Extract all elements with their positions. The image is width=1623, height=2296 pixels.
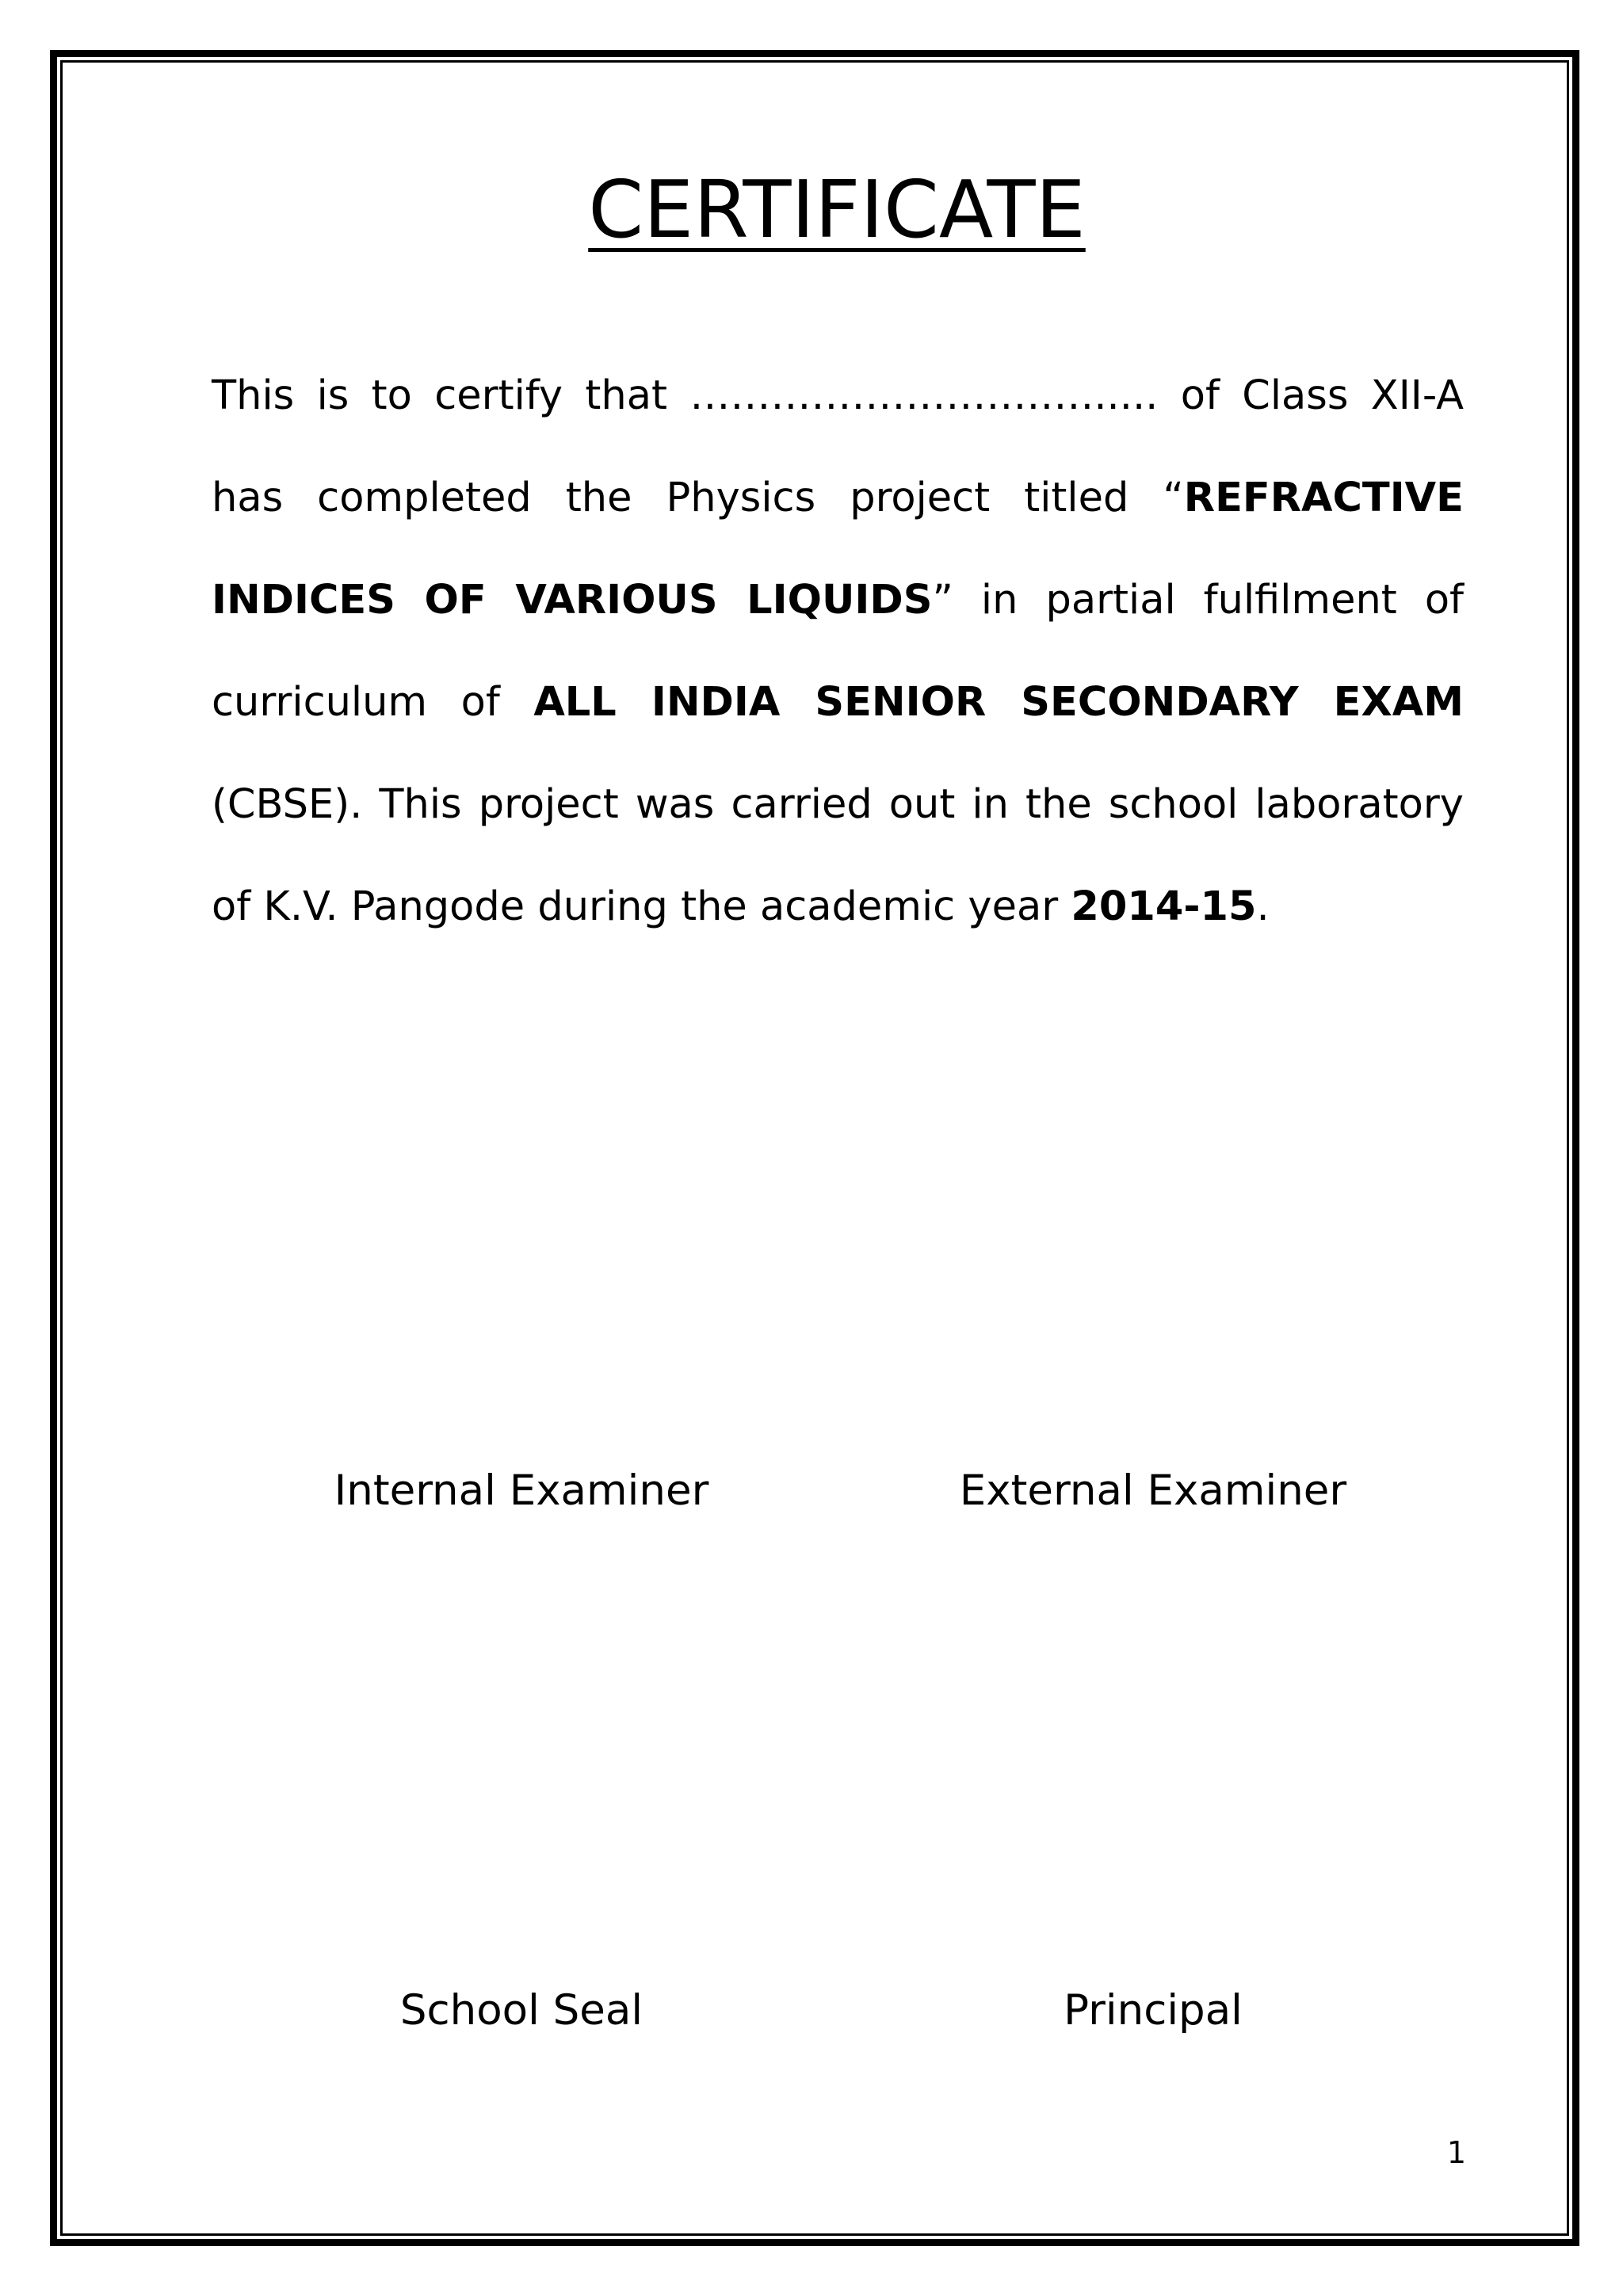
project-title: REFRACTIVE INDICES OF VARIOUS LIQUIDS (212, 475, 1464, 624)
body-text-intro: This is to certify that (212, 372, 690, 419)
school-seal-label: School Seal (399, 1986, 643, 2035)
external-examiner-label: External Examiner (959, 1466, 1347, 1515)
body-text-lab: (CBSE). This project was carried out in the school laboratory of K.V. Pangode during the academic year (212, 781, 1464, 930)
internal-examiner-label: Internal Examiner (334, 1466, 709, 1515)
principal-label: Principal (1064, 1986, 1243, 2035)
body-text-curriculum: ” in partial fulfilment of curriculum of (212, 577, 1464, 726)
exam-board: ALL INDIA SENIOR SECONDARY EXAM (533, 679, 1464, 726)
page-number: 1 (1446, 2135, 1466, 2170)
body-text-class: of Class XII-A has completed the Physics project titled “ (212, 372, 1464, 521)
student-name-blank: …………………………..... (689, 372, 1159, 419)
certificate-body (212, 345, 1464, 958)
body-text-end: . (1256, 883, 1270, 930)
academic-year: 2014-15 (1071, 883, 1257, 930)
certificate-title: CERTIFICATE (588, 163, 1086, 256)
